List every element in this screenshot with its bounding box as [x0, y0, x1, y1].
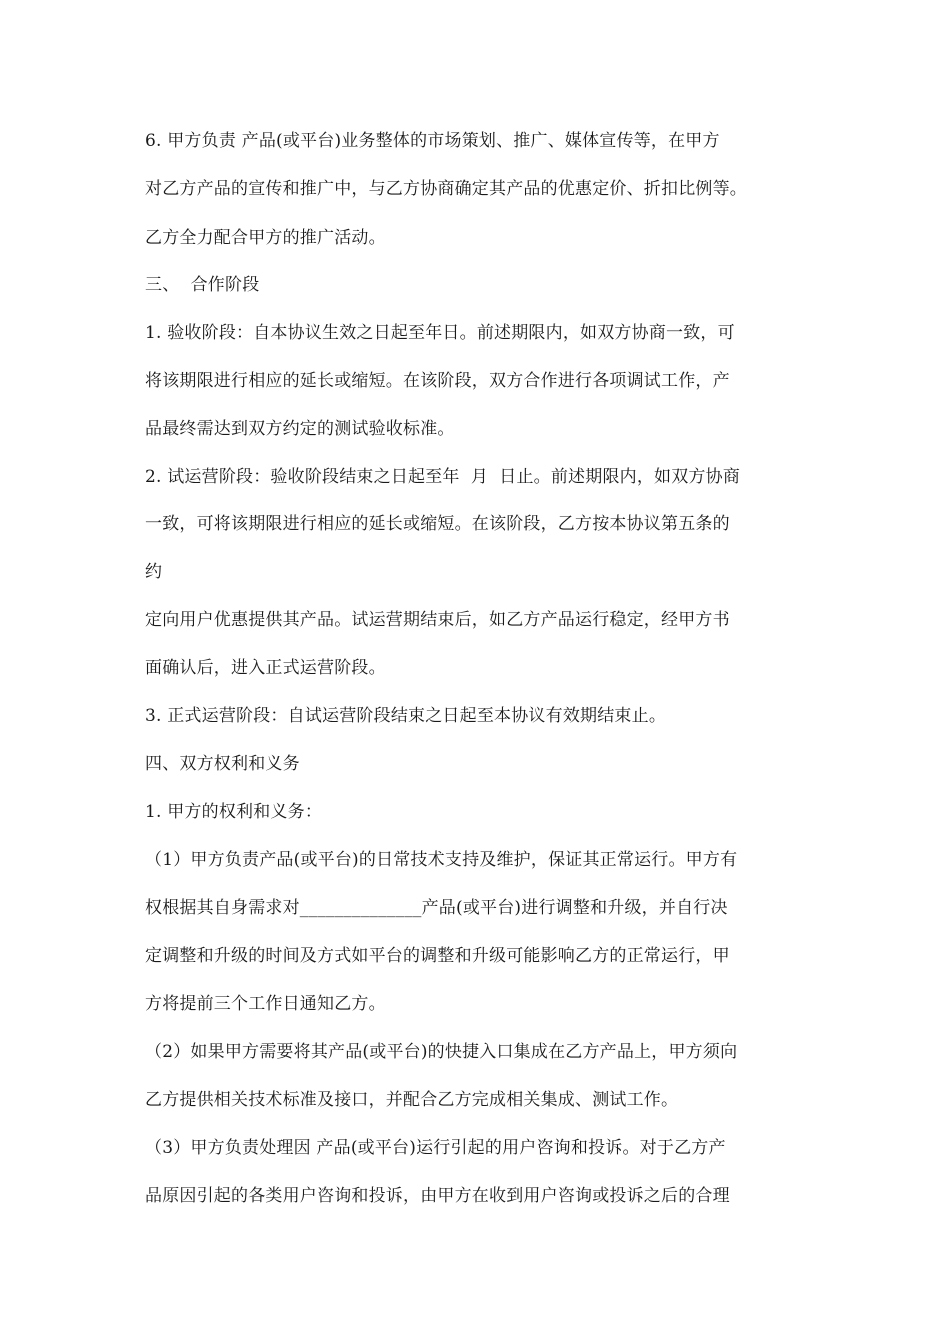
item-1-line-2: 权根据其自身需求对______________产品(或平台)进行调整和升级，并自行决: [145, 898, 728, 918]
item-3-line-1: （3）甲方负责处理因 产品(或平台)运行引起的用户咨询和投诉。对于乙方产: [145, 1138, 726, 1158]
clause-6-line-1: 6. 甲方负责 产品(或平台)业务整体的市场策划、推广、媒体宣传等，在甲方: [145, 131, 720, 151]
item-1-line-4: 方将提前三个工作日通知乙方。: [145, 994, 386, 1014]
item-3-line-2: 品原因引起的各类用户咨询和投诉，由甲方在收到用户咨询或投诉之后的合理: [145, 1186, 730, 1206]
item-2-line-1: （2）如果甲方需要将其产品(或平台)的快捷入口集成在乙方产品上，甲方须向: [145, 1042, 738, 1062]
item-1-line-3: 定调整和升级的时间及方式如平台的调整和升级可能影响乙方的正常运行，甲: [145, 946, 730, 966]
party-a-heading: 1. 甲方的权利和义务：: [145, 802, 323, 822]
stage-1-line-2: 将该期限进行相应的延长或缩短。在该阶段，双方合作进行各项调试工作，产: [145, 371, 730, 391]
stage-2-line-1: 2. 试运营阶段：验收阶段结束之日起至年 月 日止。前述期限内，如双方协商: [145, 467, 741, 487]
section-3-heading: 三、 合作阶段: [145, 275, 260, 295]
clause-6-line-2: 对乙方产品的宣传和推广中，与乙方协商确定其产品的优惠定价、折扣比例等。: [145, 179, 747, 199]
stage-2-line-5: 面确认后，进入正式运营阶段。: [145, 658, 386, 678]
section-4-heading: 四、双方权利和义务: [145, 754, 300, 774]
stage-2-line-4: 定向用户优惠提供其产品。试运营期结束后，如乙方产品运行稳定，经甲方书: [145, 610, 730, 630]
clause-6-line-3: 乙方全力配合甲方的推广活动。: [145, 228, 386, 248]
stage-1-line-3: 品最终需达到双方约定的测试验收标准。: [145, 419, 455, 439]
stage-2-line-3: 约: [145, 562, 163, 582]
stage-1-line-1: 1. 验收阶段：自本协议生效之日起至年日。前述期限内，如双方协商一致，可: [145, 323, 735, 343]
item-2-line-2: 乙方提供相关技术标准及接口，并配合乙方完成相关集成、测试工作。: [145, 1090, 679, 1110]
stage-2-line-2: 一致，可将该期限进行相应的延长或缩短。在该阶段，乙方按本协议第五条的: [145, 514, 730, 534]
item-1-line-1: （1）甲方负责产品(或平台)的日常技术支持及维护，保证其正常运行。甲方有: [145, 850, 738, 870]
stage-3-line-1: 3. 正式运营阶段：自试运营阶段结束之日起至本协议有效期结束止。: [145, 706, 667, 726]
